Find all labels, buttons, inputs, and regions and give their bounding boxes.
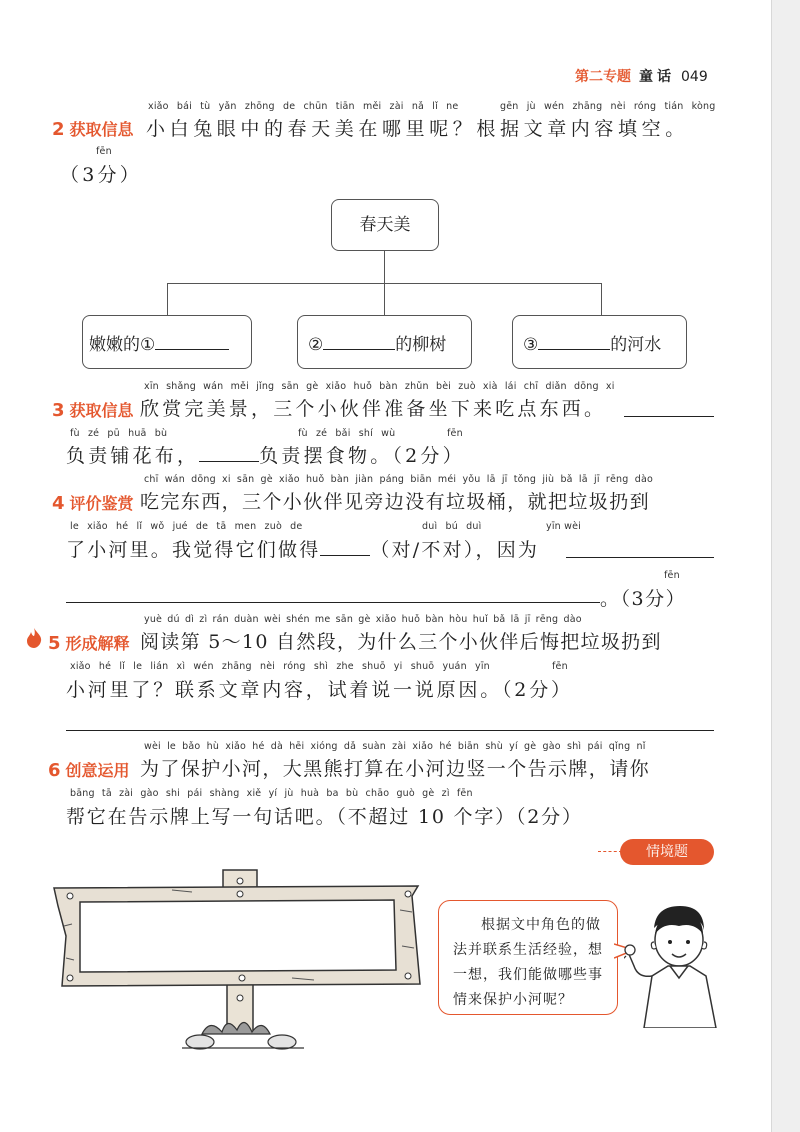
q2-number: 2 xyxy=(52,119,65,140)
q5-text-line2: 小河里了？联系文章内容，试着说一说原因。（2分） xyxy=(66,679,573,701)
q6-text-line1: 为了保护小河，大黑熊打算在小河边竖一个告示牌，请你 xyxy=(140,758,651,780)
q5-pinyin-line1: yuè dú dì zì rán duàn wèi shén me sān gè xiǎo huǒ bàn hòu huǐ bǎ lā jī rēng dào xyxy=(144,614,582,625)
q2-pinyin-line1b: gēn jù wén zhāng nèi róng tián kòng xyxy=(500,101,716,112)
q5-text-line1: 阅读第 5～10 自然段，为什么三个小伙伴后悔把垃圾扔到 xyxy=(140,631,662,653)
q4-text-line3: 。（3分） xyxy=(600,588,687,610)
q5-number: 5 xyxy=(48,633,61,654)
branch-2-label: ② xyxy=(308,335,324,355)
q2-text-line1: 小白兔眼中的春天美在哪里呢？根据文章内容填空。 xyxy=(146,118,689,140)
q4-tag: 评价鉴赏 xyxy=(69,494,134,513)
blank-1[interactable] xyxy=(155,333,229,350)
q4-text-line1: 吃完东西，三个小伙伴见旁边没有垃圾桶，就把垃圾扔到 xyxy=(140,491,651,513)
q4-answer-line-2[interactable] xyxy=(66,602,600,603)
q3-label xyxy=(52,398,134,421)
q6-number: 6 xyxy=(48,760,61,781)
q2-text-line2: （3分） xyxy=(60,164,142,186)
q3-pinyin-line2a: fù zé pū huā bù xyxy=(70,428,168,439)
diagram-branch-1 xyxy=(82,315,252,369)
fire-icon xyxy=(26,628,42,648)
q6-pinyin-line1: wèi le bǎo hù xiǎo hé dà hēi xióng dǎ suàn zài xiǎo hé biān shù yí gè gào shì pái qǐng nǐ xyxy=(144,741,646,752)
q4-text-2b: （对/不对），因为 xyxy=(370,539,540,561)
q3-pinyin-line1: xīn shǎng wán měi jǐng sān gè xiǎo huǒ bàn zhǔn bèi zuò xià lái chī diǎn dōng xi xyxy=(144,381,615,392)
q3-answer-line-1[interactable] xyxy=(624,416,714,417)
q3-text-line1: 欣赏完美景，三个小伙伴准备坐下来吃点东西。 xyxy=(140,398,607,420)
q5-pinyin-line2b: fēn xyxy=(552,661,568,672)
diagram-connector-right xyxy=(601,283,602,315)
page-edge xyxy=(771,0,800,1132)
speech-bubble: 根据文中角色的做法并联系生活经验，想一想，我们能做哪些事情来保护小河呢？ xyxy=(438,900,618,1015)
q3-answer-line-2[interactable] xyxy=(199,445,259,462)
signboard-illustration xyxy=(52,866,428,1066)
diagram-branch-3 xyxy=(512,315,687,369)
q4-answer-blank-1[interactable] xyxy=(320,539,370,556)
q3-number: 3 xyxy=(52,400,65,421)
q4-pinyin-line3: fēn xyxy=(664,570,680,581)
q3-text-line2 xyxy=(66,441,465,468)
q4-pinyin-line1: chī wán dōng xi sān gè xiǎo huǒ bàn jiàn páng biān méi yǒu lā jī tǒng jiù bǎ lā jī rēng dào xyxy=(144,474,653,485)
diagram-connector-left xyxy=(167,283,168,315)
q4-pinyin-line2b: duì bú duì xyxy=(422,521,482,532)
q5-label xyxy=(48,631,130,654)
q2-tag: 获取信息 xyxy=(69,120,134,139)
diagram-branch-2 xyxy=(297,315,472,369)
q3-tag: 获取信息 xyxy=(69,401,134,420)
q3-text-2a: 负责铺花布， xyxy=(66,445,200,467)
page-number: 049 xyxy=(681,69,708,85)
branch-3-label: ③ xyxy=(523,335,539,355)
q3-pinyin-line2c: fēn xyxy=(447,428,463,439)
q4-number: 4 xyxy=(52,493,65,514)
branch-2-suffix: 的柳树 xyxy=(395,335,447,355)
blank-3[interactable] xyxy=(538,333,610,350)
q6-text-line2: 帮它在告示牌上写一句话吧。（不超过 10 个字）（2分） xyxy=(66,806,583,828)
q5-tag: 形成解释 xyxy=(65,634,130,653)
diagram-connector-middle xyxy=(384,283,385,315)
header-title: 童话 xyxy=(639,69,675,85)
q2-pinyin-line2: fēn xyxy=(96,146,112,157)
q5-pinyin-line2: xiǎo hé lǐ le lián xì wén zhāng nèi róng shì zhe shuō yi shuō yuán yīn xyxy=(70,661,490,672)
q2-label xyxy=(52,117,134,140)
header-section: 第二专题 xyxy=(575,69,631,85)
q4-pinyin-line2c: yīn wèi xyxy=(546,521,581,532)
page-header xyxy=(575,66,708,86)
situation-badge: 情境题 xyxy=(620,839,714,865)
q6-tag: 创意运用 xyxy=(65,761,130,780)
q2-pinyin-line1: xiǎo bái tù yǎn zhōng de chūn tiān měi zài nǎ lǐ ne xyxy=(148,101,459,112)
q4-label xyxy=(52,491,134,514)
q6-label xyxy=(48,758,130,781)
boy-character-icon xyxy=(624,898,724,1028)
q3-pinyin-line2b: fù zé bǎi shí wù xyxy=(298,428,396,439)
q4-pinyin-line2: le xiǎo hé lǐ wǒ jué de tā men zuò de xyxy=(70,521,303,532)
diagram-root-box: 春天美 xyxy=(331,199,439,251)
diagram-connector-vertical xyxy=(384,251,385,283)
blank-2[interactable] xyxy=(323,333,395,350)
q3-text-2b: 负责摆食物。（2分） xyxy=(259,445,465,467)
q5-answer-line[interactable] xyxy=(66,730,714,731)
branch-1-label: 嫩嫩的① xyxy=(89,335,156,355)
branch-3-suffix: 的河水 xyxy=(610,335,662,355)
badge-dash xyxy=(598,851,622,852)
q6-pinyin-line2: bāng tā zài gào shi pái shàng xiě yí jù huà ba bù chāo guò gè zì fēn xyxy=(70,788,473,799)
q4-answer-line-1[interactable] xyxy=(566,557,714,558)
q4-text-line2 xyxy=(66,535,539,562)
q4-text-2a: 了小河里。我觉得它们做得 xyxy=(66,539,321,561)
